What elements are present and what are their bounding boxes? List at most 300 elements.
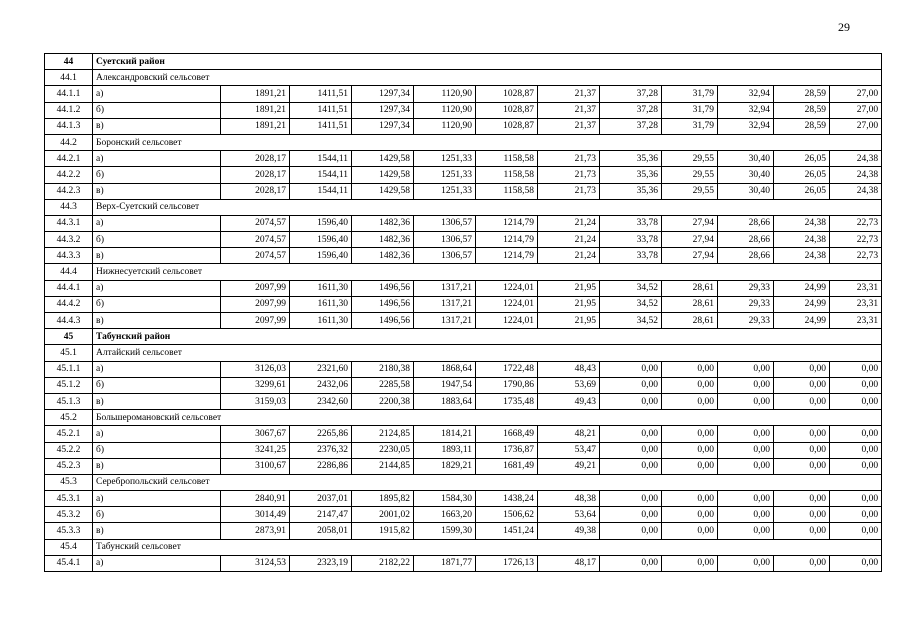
value-cell: 0,00: [600, 361, 662, 377]
table-row: [45, 555, 882, 571]
value-cell: 1158,58: [476, 167, 538, 183]
value-cell: 0,00: [718, 523, 774, 539]
value-cell: 0,00: [774, 458, 830, 474]
value-cell: 28,66: [718, 248, 774, 264]
value-cell: 0,00: [830, 523, 882, 539]
value-cell: 0,00: [774, 523, 830, 539]
district-name: Табунский район: [93, 329, 882, 345]
value-cell: 35,36: [600, 167, 662, 183]
value-cell: 30,40: [718, 151, 774, 167]
value-cell: 0,00: [600, 458, 662, 474]
row-code: 44.2.2: [45, 167, 93, 183]
value-cell: 32,94: [718, 102, 774, 118]
row-code: 44.2.3: [45, 183, 93, 199]
table-row: [45, 377, 882, 393]
value-cell: 1120,90: [414, 86, 476, 102]
section-code: 45.3: [45, 474, 93, 490]
value-cell: 1306,57: [414, 215, 476, 231]
value-cell: 1297,34: [352, 86, 414, 102]
value-cell: 49,43: [538, 393, 600, 409]
value-cell: 28,61: [662, 280, 718, 296]
row-variant: б): [93, 167, 221, 183]
table-row: [45, 296, 882, 312]
tariff-table: [44, 53, 882, 572]
row-code: 45.1.1: [45, 361, 93, 377]
value-cell: 2028,17: [221, 151, 290, 167]
value-cell: 1028,87: [476, 102, 538, 118]
value-cell: 2058,01: [290, 523, 352, 539]
value-cell: 0,00: [662, 377, 718, 393]
value-cell: 26,05: [774, 151, 830, 167]
value-cell: 22,73: [830, 248, 882, 264]
value-cell: 1596,40: [290, 232, 352, 248]
value-cell: 1482,36: [352, 248, 414, 264]
value-cell: 0,00: [830, 377, 882, 393]
row-code: 45.2.3: [45, 458, 93, 474]
value-cell: 1214,79: [476, 215, 538, 231]
value-cell: 34,52: [600, 280, 662, 296]
value-cell: 21,24: [538, 215, 600, 231]
value-cell: 1736,87: [476, 442, 538, 458]
council-header-row: [45, 410, 882, 426]
district-name: Суетский район: [93, 54, 882, 70]
value-cell: 1663,20: [414, 507, 476, 523]
value-cell: 1544,11: [290, 167, 352, 183]
value-cell: 1868,64: [414, 361, 476, 377]
value-cell: 21,37: [538, 86, 600, 102]
table-row: [45, 86, 882, 102]
row-code: 45.1.3: [45, 393, 93, 409]
value-cell: 49,38: [538, 523, 600, 539]
value-cell: 2180,38: [352, 361, 414, 377]
council-name: Верх-Суетский сельсовет: [93, 199, 882, 215]
value-cell: 29,55: [662, 183, 718, 199]
value-cell: 24,99: [774, 296, 830, 312]
value-cell: 24,99: [774, 280, 830, 296]
row-code: 45.3.2: [45, 507, 93, 523]
council-header-row: [45, 474, 882, 490]
value-cell: 21,73: [538, 151, 600, 167]
council-name: Алтайский сельсовет: [93, 345, 882, 361]
value-cell: 0,00: [662, 523, 718, 539]
value-cell: 1158,58: [476, 151, 538, 167]
table-row: [45, 167, 882, 183]
value-cell: 1891,21: [221, 118, 290, 134]
value-cell: 1596,40: [290, 215, 352, 231]
value-cell: 33,78: [600, 215, 662, 231]
value-cell: 21,95: [538, 280, 600, 296]
value-cell: 0,00: [718, 393, 774, 409]
value-cell: 0,00: [830, 555, 882, 571]
value-cell: 2028,17: [221, 183, 290, 199]
value-cell: 53,69: [538, 377, 600, 393]
value-cell: 1947,54: [414, 377, 476, 393]
value-cell: 1438,24: [476, 491, 538, 507]
value-cell: 1482,36: [352, 215, 414, 231]
value-cell: 48,21: [538, 426, 600, 442]
value-cell: 0,00: [830, 361, 882, 377]
row-variant: б): [93, 442, 221, 458]
value-cell: 1297,34: [352, 118, 414, 134]
value-cell: 2323,19: [290, 555, 352, 571]
value-cell: 2028,17: [221, 167, 290, 183]
table-row: [45, 523, 882, 539]
section-code: 44: [45, 54, 93, 70]
value-cell: 22,73: [830, 215, 882, 231]
council-name: Серебропольский сельсовет: [93, 474, 882, 490]
value-cell: 21,37: [538, 118, 600, 134]
value-cell: 1224,01: [476, 280, 538, 296]
district-header-row: [45, 329, 882, 345]
value-cell: 37,28: [600, 118, 662, 134]
value-cell: 3159,03: [221, 393, 290, 409]
value-cell: 28,59: [774, 118, 830, 134]
value-cell: 1120,90: [414, 102, 476, 118]
value-cell: 0,00: [718, 507, 774, 523]
council-header-row: [45, 264, 882, 280]
table-row: [45, 507, 882, 523]
value-cell: 0,00: [662, 507, 718, 523]
row-variant: б): [93, 507, 221, 523]
value-cell: 1317,21: [414, 313, 476, 329]
value-cell: 24,38: [774, 248, 830, 264]
value-cell: 1306,57: [414, 232, 476, 248]
value-cell: 0,00: [774, 491, 830, 507]
value-cell: 2265,86: [290, 426, 352, 442]
value-cell: 1214,79: [476, 232, 538, 248]
value-cell: 0,00: [830, 507, 882, 523]
value-cell: 29,33: [718, 280, 774, 296]
row-variant: б): [93, 102, 221, 118]
value-cell: 2074,57: [221, 248, 290, 264]
table-row: [45, 248, 882, 264]
value-cell: 2182,22: [352, 555, 414, 571]
value-cell: 2074,57: [221, 232, 290, 248]
value-cell: 34,52: [600, 296, 662, 312]
value-cell: 37,28: [600, 86, 662, 102]
value-cell: 1411,51: [290, 118, 352, 134]
value-cell: 28,59: [774, 102, 830, 118]
council-name: Боронский сельсовет: [93, 134, 882, 150]
value-cell: 2144,85: [352, 458, 414, 474]
value-cell: 2840,91: [221, 491, 290, 507]
value-cell: 53,64: [538, 507, 600, 523]
value-cell: 0,00: [830, 442, 882, 458]
value-cell: 1306,57: [414, 248, 476, 264]
value-cell: 1893,11: [414, 442, 476, 458]
value-cell: 0,00: [830, 426, 882, 442]
row-variant: в): [93, 458, 221, 474]
row-variant: а): [93, 361, 221, 377]
value-cell: 1214,79: [476, 248, 538, 264]
value-cell: 1681,49: [476, 458, 538, 474]
table-row: [45, 183, 882, 199]
table-row: [45, 280, 882, 296]
value-cell: 0,00: [830, 458, 882, 474]
row-variant: а): [93, 215, 221, 231]
value-cell: 26,05: [774, 183, 830, 199]
value-cell: 1611,30: [290, 280, 352, 296]
value-cell: 1829,21: [414, 458, 476, 474]
value-cell: 1891,21: [221, 102, 290, 118]
value-cell: 2097,99: [221, 280, 290, 296]
value-cell: 48,17: [538, 555, 600, 571]
value-cell: 2147,47: [290, 507, 352, 523]
value-cell: 3299,61: [221, 377, 290, 393]
value-cell: 21,37: [538, 102, 600, 118]
row-code: 44.1.3: [45, 118, 93, 134]
value-cell: 0,00: [774, 377, 830, 393]
row-variant: в): [93, 393, 221, 409]
value-cell: 0,00: [600, 426, 662, 442]
value-cell: 1611,30: [290, 296, 352, 312]
value-cell: 23,31: [830, 280, 882, 296]
row-code: 44.4.2: [45, 296, 93, 312]
row-code: 45.1.2: [45, 377, 93, 393]
value-cell: 2873,91: [221, 523, 290, 539]
value-cell: 0,00: [662, 442, 718, 458]
value-cell: 37,28: [600, 102, 662, 118]
row-code: 44.3.2: [45, 232, 93, 248]
value-cell: 29,55: [662, 151, 718, 167]
value-cell: 1451,24: [476, 523, 538, 539]
row-variant: б): [93, 296, 221, 312]
value-cell: 0,00: [718, 377, 774, 393]
value-cell: 33,78: [600, 232, 662, 248]
value-cell: 3241,25: [221, 442, 290, 458]
council-name: Большеромановский сельсовет: [93, 410, 882, 426]
value-cell: 3124,53: [221, 555, 290, 571]
row-variant: а): [93, 151, 221, 167]
value-cell: 0,00: [600, 491, 662, 507]
value-cell: 2097,99: [221, 313, 290, 329]
value-cell: 49,21: [538, 458, 600, 474]
section-code: 45: [45, 329, 93, 345]
section-code: 44.1: [45, 70, 93, 86]
value-cell: 0,00: [718, 426, 774, 442]
table-row: [45, 118, 882, 134]
row-code: 44.1.1: [45, 86, 93, 102]
council-header-row: [45, 539, 882, 555]
value-cell: 1317,21: [414, 296, 476, 312]
value-cell: 27,00: [830, 118, 882, 134]
value-cell: 1722,48: [476, 361, 538, 377]
value-cell: 0,00: [774, 507, 830, 523]
value-cell: 24,38: [830, 167, 882, 183]
value-cell: 2285,58: [352, 377, 414, 393]
value-cell: 0,00: [718, 442, 774, 458]
council-name: Табунский сельсовет: [93, 539, 882, 555]
value-cell: 1028,87: [476, 118, 538, 134]
table-row: [45, 151, 882, 167]
value-cell: 0,00: [600, 377, 662, 393]
value-cell: 3126,03: [221, 361, 290, 377]
value-cell: 24,38: [774, 215, 830, 231]
value-cell: 2097,99: [221, 296, 290, 312]
row-code: 45.4.1: [45, 555, 93, 571]
row-code: 45.3.1: [45, 491, 93, 507]
value-cell: 0,00: [662, 555, 718, 571]
section-code: 45.4: [45, 539, 93, 555]
table-row: [45, 458, 882, 474]
value-cell: 1814,21: [414, 426, 476, 442]
table-row: [45, 491, 882, 507]
value-cell: 1668,49: [476, 426, 538, 442]
council-header-row: [45, 134, 882, 150]
value-cell: 31,79: [662, 102, 718, 118]
value-cell: 23,31: [830, 296, 882, 312]
value-cell: 0,00: [774, 426, 830, 442]
row-variant: а): [93, 555, 221, 571]
section-code: 45.2: [45, 410, 93, 426]
value-cell: 2321,60: [290, 361, 352, 377]
table-row: [45, 426, 882, 442]
value-cell: 0,00: [774, 555, 830, 571]
value-cell: 3014,49: [221, 507, 290, 523]
value-cell: 1411,51: [290, 102, 352, 118]
value-cell: 30,40: [718, 183, 774, 199]
value-cell: 28,61: [662, 313, 718, 329]
council-name: Александровский сельсовет: [93, 70, 882, 86]
value-cell: 21,95: [538, 313, 600, 329]
section-code: 44.3: [45, 199, 93, 215]
row-variant: б): [93, 232, 221, 248]
row-code: 44.3.1: [45, 215, 93, 231]
value-cell: 1251,33: [414, 167, 476, 183]
table-row: [45, 361, 882, 377]
council-header-row: [45, 345, 882, 361]
value-cell: 29,55: [662, 167, 718, 183]
value-cell: 53,47: [538, 442, 600, 458]
value-cell: 2432,06: [290, 377, 352, 393]
row-variant: в): [93, 248, 221, 264]
value-cell: 1895,82: [352, 491, 414, 507]
value-cell: 2342,60: [290, 393, 352, 409]
table-row: [45, 232, 882, 248]
value-cell: 27,94: [662, 248, 718, 264]
value-cell: 1251,33: [414, 151, 476, 167]
value-cell: 1429,58: [352, 151, 414, 167]
value-cell: 2037,01: [290, 491, 352, 507]
value-cell: 27,00: [830, 86, 882, 102]
value-cell: 48,43: [538, 361, 600, 377]
value-cell: 3067,67: [221, 426, 290, 442]
council-header-row: [45, 70, 882, 86]
value-cell: 26,05: [774, 167, 830, 183]
row-code: 44.2.1: [45, 151, 93, 167]
value-cell: 1584,30: [414, 491, 476, 507]
row-code: 44.3.3: [45, 248, 93, 264]
value-cell: 0,00: [600, 507, 662, 523]
value-cell: 34,52: [600, 313, 662, 329]
value-cell: 0,00: [718, 458, 774, 474]
row-variant: в): [93, 118, 221, 134]
section-code: 45.1: [45, 345, 93, 361]
value-cell: 35,36: [600, 183, 662, 199]
value-cell: 28,66: [718, 232, 774, 248]
section-code: 44.4: [45, 264, 93, 280]
value-cell: 0,00: [662, 393, 718, 409]
value-cell: 24,38: [830, 183, 882, 199]
value-cell: 1915,82: [352, 523, 414, 539]
value-cell: 33,78: [600, 248, 662, 264]
value-cell: 27,94: [662, 232, 718, 248]
value-cell: 0,00: [718, 555, 774, 571]
value-cell: 1429,58: [352, 183, 414, 199]
value-cell: 1790,86: [476, 377, 538, 393]
council-name: Нижнесуетский сельсовет: [93, 264, 882, 280]
table-row: [45, 313, 882, 329]
table-row: [45, 215, 882, 231]
value-cell: 22,73: [830, 232, 882, 248]
value-cell: 21,95: [538, 296, 600, 312]
value-cell: 1224,01: [476, 296, 538, 312]
value-cell: 28,59: [774, 86, 830, 102]
value-cell: 27,00: [830, 102, 882, 118]
row-code: 44.4.1: [45, 280, 93, 296]
value-cell: 1028,87: [476, 86, 538, 102]
section-code: 44.2: [45, 134, 93, 150]
value-cell: 1596,40: [290, 248, 352, 264]
value-cell: 0,00: [662, 426, 718, 442]
page-number: 29: [838, 20, 850, 34]
row-variant: а): [93, 491, 221, 507]
value-cell: 1871,77: [414, 555, 476, 571]
value-cell: 24,99: [774, 313, 830, 329]
value-cell: 2074,57: [221, 215, 290, 231]
value-cell: 28,66: [718, 215, 774, 231]
value-cell: 28,61: [662, 296, 718, 312]
value-cell: 1429,58: [352, 167, 414, 183]
row-variant: в): [93, 523, 221, 539]
value-cell: 2124,85: [352, 426, 414, 442]
value-cell: 1297,34: [352, 102, 414, 118]
table-body: [45, 54, 882, 572]
value-cell: 32,94: [718, 118, 774, 134]
value-cell: 0,00: [600, 393, 662, 409]
value-cell: 1611,30: [290, 313, 352, 329]
value-cell: 29,33: [718, 313, 774, 329]
value-cell: 1506,62: [476, 507, 538, 523]
value-cell: 1891,21: [221, 86, 290, 102]
value-cell: 1496,56: [352, 313, 414, 329]
value-cell: 0,00: [830, 491, 882, 507]
value-cell: 3100,67: [221, 458, 290, 474]
value-cell: 0,00: [600, 555, 662, 571]
value-cell: 21,73: [538, 167, 600, 183]
row-code: 45.3.3: [45, 523, 93, 539]
row-variant: а): [93, 426, 221, 442]
value-cell: 21,73: [538, 183, 600, 199]
value-cell: 0,00: [600, 523, 662, 539]
value-cell: 1883,64: [414, 393, 476, 409]
table-row: [45, 442, 882, 458]
council-header-row: [45, 199, 882, 215]
value-cell: 1544,11: [290, 183, 352, 199]
value-cell: 1120,90: [414, 118, 476, 134]
value-cell: 1599,30: [414, 523, 476, 539]
value-cell: 24,38: [830, 151, 882, 167]
value-cell: 31,79: [662, 118, 718, 134]
value-cell: 0,00: [830, 393, 882, 409]
row-variant: б): [93, 377, 221, 393]
row-variant: а): [93, 280, 221, 296]
value-cell: 23,31: [830, 313, 882, 329]
value-cell: 1726,13: [476, 555, 538, 571]
row-code: 45.2.2: [45, 442, 93, 458]
value-cell: 31,79: [662, 86, 718, 102]
value-cell: 0,00: [662, 361, 718, 377]
